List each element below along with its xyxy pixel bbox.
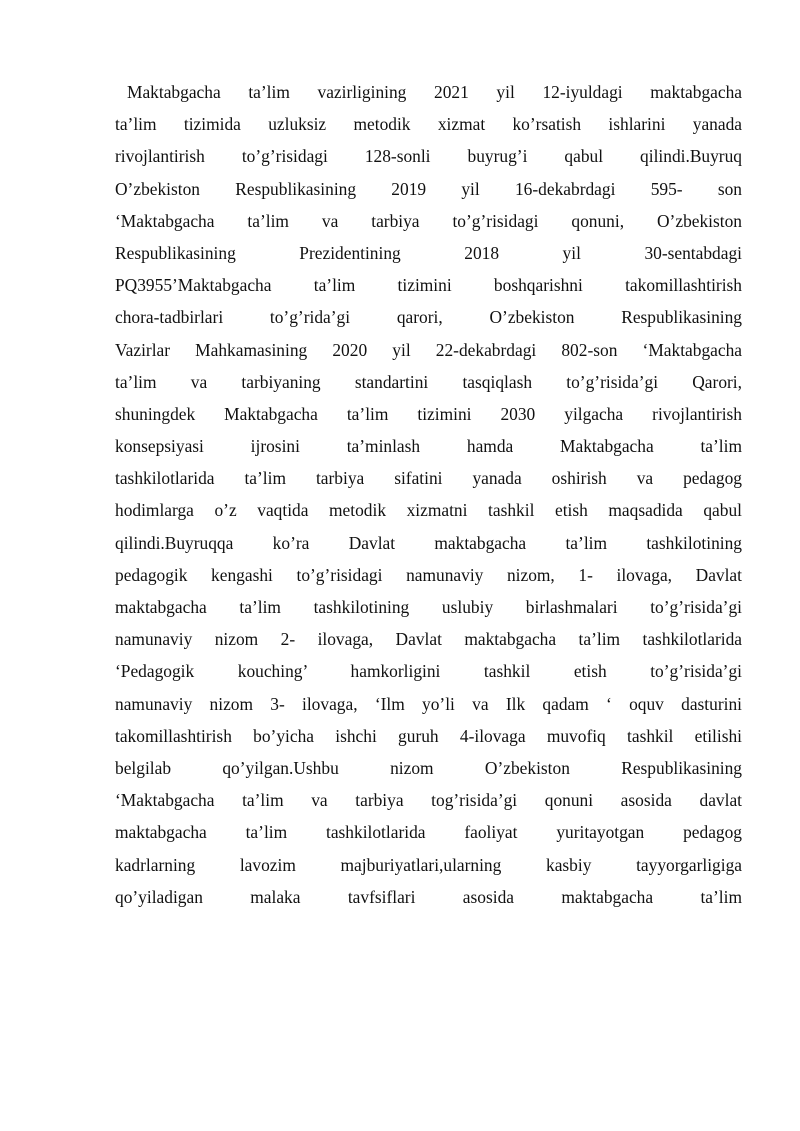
text-line: maktabgacha ta’lim tashkilotining uslubiy birlashmalari to’g’risida’gi — [115, 597, 742, 617]
text-line: Maktabgacha ta’lim vazirligining 2021 yil 12-iyuldagi maktabgacha — [127, 82, 742, 102]
text-line: hodimlarga o’z vaqtida metodik xizmatni tashkil etish maqsadida qabul — [115, 500, 742, 521]
text-line: konsepsiyasi ijrosini ta’minlash hamda Maktabgacha ta’lim — [115, 436, 742, 457]
text-line: pedagogik kengashi to’g’risidagi namunaviy nizom, 1- ilovaga, Davlat — [115, 564, 742, 585]
text-line: namunaviy nizom 3- ilovaga, ‘Ilm yo’li va Ilk qadam ‘ oquv dasturini — [115, 693, 742, 714]
text-line: maktabgacha ta’lim tashkilotlarida faoliyat yuritayotgan pedagog — [115, 822, 742, 843]
text-line: ‘Pedagogik kouching’ hamkorligini tashkil etish to’g’risida’gi — [115, 661, 742, 682]
text-line: O’zbekiston Respublikasining 2019 yil 16-dekabrdagi 595- son — [115, 178, 742, 199]
text-line: ta’lim va tarbiyaning standartini tasqiqlash to’g’risida’gi Qarori, — [115, 371, 742, 392]
text-line: tashkilotlarida ta’lim tarbiya sifatini yanada oshirish va pedagog — [115, 468, 742, 489]
text-line: PQ3955’Maktabgacha ta’lim tizimini boshqarishni takomillashtirish — [115, 275, 742, 296]
text-line: rivojlantirish to’g’risidagi 128-sonli buyrug’i qabul qilindi.Buyruq — [115, 146, 742, 167]
text-line: belgilab qo’yilgan.Ushbu nizom O’zbekiston Respublikasining — [115, 757, 742, 778]
text-line: ‘Maktabgacha ta’lim va tarbiya to’g’risidagi qonuni, O’zbekiston — [115, 210, 742, 231]
text-line: Respublikasining Prezidentining 2018 yil 30-sentabdagi — [115, 242, 742, 263]
text-line: shuningdek Maktabgacha ta’lim tizimini 2030 yilgacha rivojlantirish — [115, 403, 742, 424]
text-line: qilindi.Buyruqqa ko’ra Davlat maktabgacha ta’lim tashkilotining — [115, 532, 742, 553]
text-line: Vazirlar Mahkamasining 2020 yil 22-dekabrdagi 802-son ‘Maktabgacha — [115, 339, 742, 360]
text-line: namunaviy nizom 2- ilovaga, Davlat maktabgacha ta’lim tashkilotlarida — [115, 629, 742, 650]
text-line: kadrlarning lavozim majburiyatlari,ularning kasbiy tayyorgarligiga — [115, 854, 742, 875]
body-text — [115, 76, 742, 913]
text-line: ‘Maktabgacha ta’lim va tarbiya tog’risida’gi qonuni asosida davlat — [115, 790, 742, 811]
text-line: ta’lim tizimida uzluksiz metodik xizmat ko’rsatish ishlarini yanada — [115, 114, 742, 135]
text-line: qo’yiladigan malaka tavfsiflari asosida maktabgacha ta’lim — [115, 886, 742, 907]
text-line: chora-tadbirlari to’g’rida’gi qarori, O’zbekiston Respublikasining — [115, 307, 742, 328]
text-line: takomillashtirish bo’yicha ishchi guruh 4-ilovaga muvofiq tashkil etilishi — [115, 725, 742, 746]
